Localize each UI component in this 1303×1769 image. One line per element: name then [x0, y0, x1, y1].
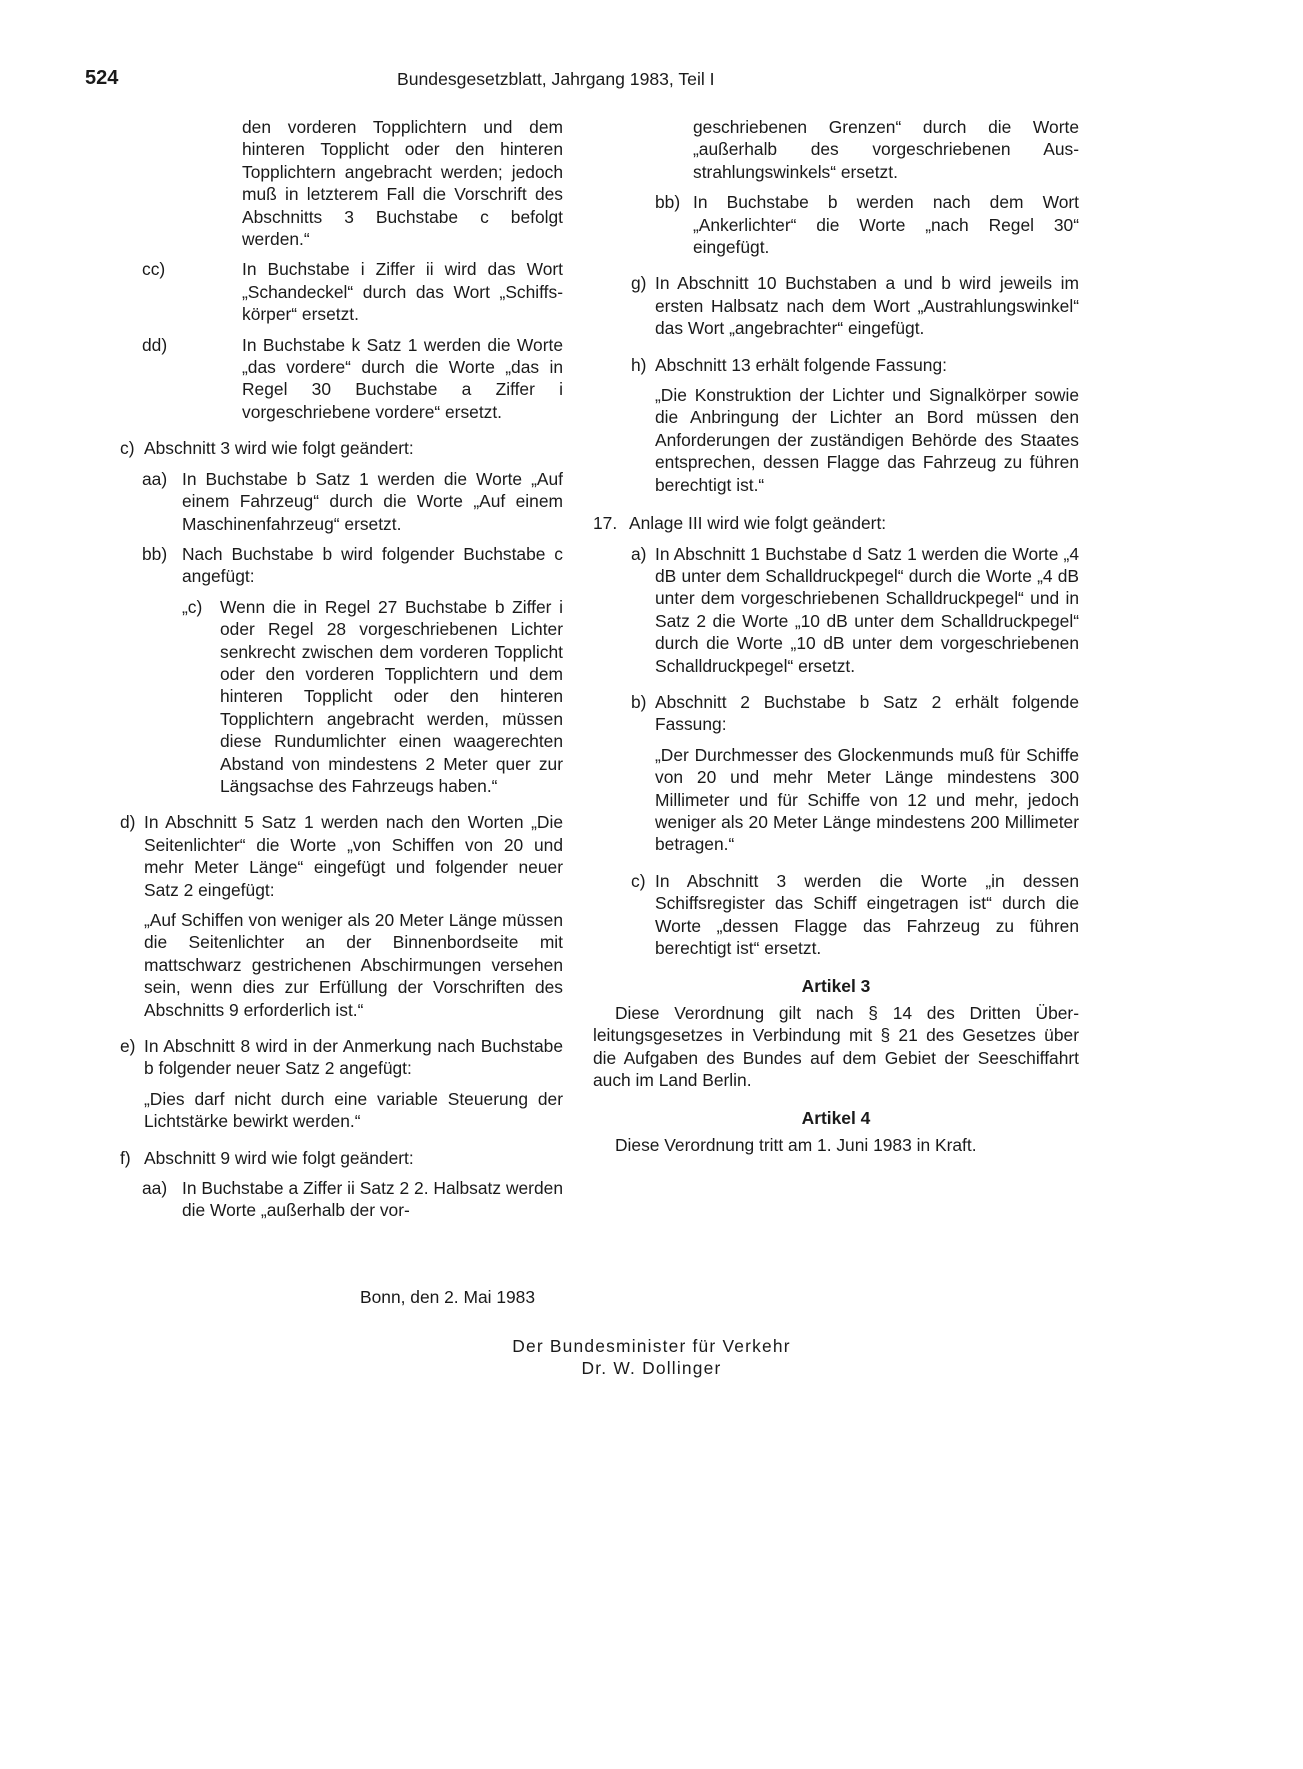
- list-item-c-aa: [120, 468, 563, 535]
- quote-h: [593, 384, 1079, 496]
- list-item-cc: [120, 258, 563, 325]
- list-label: 17.: [593, 513, 618, 534]
- list-label: „c): [182, 596, 203, 617]
- continued-text: geschriebenen Grenzen“ durch die Worte „außerhalb des vorgeschriebenen Ausstrahlungswinkels“ ersetzt.: [693, 117, 1079, 182]
- right-column: [593, 116, 1079, 1156]
- article-3-text: Diese Verordnung gilt nach § 14 des Dritten Überleitungsgesetzes in Verbindung mit § 21 des Gesetzes über die Aufgaben des Bundes auf dem Gebiet der Seeschiffahrt auch im Land Berlin.: [593, 1002, 1079, 1091]
- list-label: bb): [655, 192, 681, 213]
- continued-text: den vorderen Topplichtern und dem hinteren Topplicht oder den hinteren Topplichtern angebracht werden; jedoch muß in letzterem Fall die Vorschrift des Abschnitts 3 Buchstabe c befolgt werden.“: [242, 117, 563, 250]
- list-text: In Buchstabe b werden nach dem Wort „Ankerlichter“ die Worte „nach Regel 30“ eingefügt.: [693, 192, 1079, 258]
- list-text: Nach Buchstabe b wird folgender Buchstabe c angefügt:: [182, 543, 563, 587]
- list-label: f): [120, 1147, 131, 1168]
- list-label: a): [631, 543, 647, 564]
- quoted-text: „Der Durchmesser des Glockenmunds muß für Schiffe von 20 und mehr Meter Länge mindestens 300 Millimeter und für Schiffe von 12 und mehr, jedoch weniger als 20 Meter Länge mindestens 200 Millimeter betragen.“: [655, 744, 1079, 855]
- quoted-provision-c: [120, 596, 563, 798]
- list-label: d): [120, 812, 136, 833]
- list-item-f: [120, 1147, 563, 1169]
- quote-d: [120, 909, 563, 1021]
- article-3-heading: Artikel 3: [801, 976, 871, 997]
- list-label: g): [631, 273, 647, 294]
- left-column: [120, 116, 563, 1222]
- signatory-title: Der Bundesminister für Verkehr: [512, 1336, 791, 1356]
- list-text: In Abschnitt 5 Satz 1 werden nach den Worten „Die Seitenlichter“ die Worte „von Schiffen von 20 und mehr Meter Länge“ eingefügt und folgender neuer Satz 2 eingefügt:: [144, 812, 563, 900]
- list-label: bb): [142, 543, 168, 564]
- list-label: h): [631, 354, 647, 375]
- article-4-text: Diese Verordnung tritt am 1. Juni 1983 in Kraft.: [615, 1134, 977, 1155]
- continued-paragraph: [120, 116, 563, 250]
- list-text: Abschnitt 2 Buchstabe b Satz 2 erhält folgende Fassung:: [655, 691, 1079, 735]
- page-number: 524: [85, 67, 119, 89]
- list-item-f-aa: [120, 1177, 563, 1222]
- list-text: In Buchstabe k Satz 1 werden die Worte „das vordere“ durch die Worte „das in Regel 30 Buchstabe a Ziffer i vorgeschriebene vordere“ ersetzt.: [242, 334, 563, 422]
- list-text: Abschnitt 3 wird wie folgt geändert:: [144, 438, 414, 459]
- list-item-17: [593, 512, 1079, 534]
- list-text: In Buchstabe b Satz 1 werden die Worte „Auf einem Fahrzeug“ durch die Worte „Auf einem Maschinenfahrzeug“ ersetzt.: [182, 468, 563, 534]
- list-item-a: [593, 543, 1079, 677]
- list-label: aa): [142, 468, 168, 489]
- list-text: Abschnitt 9 wird wie folgt geändert:: [144, 1147, 414, 1168]
- list-text: Anlage III wird wie folgt geändert:: [629, 513, 887, 534]
- list-text: In Buchstabe i Ziffer ii wird das Wort „Schandeckel“ durch das Wort „Schiffskörper“ ersetzt.: [242, 259, 563, 325]
- list-text: In Buchstabe a Ziffer ii Satz 2 2. Halbsatz werden die Worte „außerhalb der vor-: [182, 1178, 563, 1221]
- list-label: c): [120, 438, 135, 459]
- list-item-c-bb: [120, 543, 563, 588]
- list-item-c: [593, 870, 1079, 960]
- continued-paragraph: [593, 116, 1079, 183]
- signatory-name: Dr. W. Dollinger: [581, 1358, 722, 1378]
- place-date: Bonn, den 2. Mai 1983: [360, 1287, 536, 1307]
- list-label: dd): [142, 334, 168, 355]
- list-label: c): [631, 870, 646, 891]
- list-text: In Abschnitt 3 werden die Worte „in dessen Schiffsregister das Schiff eingetragen ist“ durch die Worte „dessen Flagge das Fahrzeug zu führen berechtigt ist“ ersetzt.: [655, 870, 1079, 958]
- quote-b: [593, 744, 1079, 856]
- list-label: e): [120, 1036, 136, 1057]
- list-text: Wenn die in Regel 27 Buchstabe b Ziffer i oder Regel 28 vorgeschriebenen Lichter senkrecht zwischen dem vorderen Topplicht oder den vorderen Topplichtern und dem hinteren Topplicht oder den hinteren Topplichtern angebracht werden, müssen diese Rundumlichter einen waagerechten Abstand von mindestens 2 Meter quer zur Längsachse des Fahrzeugs haben.“: [220, 596, 563, 796]
- list-item-e: [120, 1035, 563, 1080]
- running-title: Bundesgesetzblatt, Jahrgang 1983, Teil I: [397, 69, 715, 89]
- list-item-g: [593, 272, 1079, 339]
- article-4-heading: Artikel 4: [801, 1108, 871, 1129]
- list-item-h: [593, 354, 1079, 376]
- list-item-c: [120, 437, 563, 459]
- list-label: aa): [142, 1178, 168, 1199]
- list-text: Abschnitt 13 erhält folgende Fassung:: [655, 354, 947, 375]
- list-item-d: [120, 811, 563, 901]
- quoted-text: „Dies darf nicht durch eine variable Steuerung der Lichtstärke bewirkt werden.“: [144, 1088, 563, 1132]
- list-item-dd: [120, 334, 563, 424]
- list-item-b: [593, 691, 1079, 736]
- quoted-text: „Auf Schiffen von weniger als 20 Meter Länge müssen die Seitenlichter an der Binnenbordseite mit mattschwarz gestrichenen Abschirmungen versehen sein, wenn dies zur Erfüllung der Vorschriften des Abschnitts 9 erforderlich ist.“: [144, 910, 563, 1020]
- list-item-bb: [593, 191, 1079, 258]
- list-text: In Abschnitt 1 Buchstabe d Satz 1 werden die Worte „4 dB unter dem Schalldruckpegel“ durch die Worte „4 dB unter dem vorgeschriebenen Schalldruckpegel“ und in Satz 2 die Worte „10 dB unter dem Schalldruckpegel“ durch die Worte „10 dB unter dem vorgeschriebenen Schalldruckpegel“ ersetzt.: [655, 543, 1079, 676]
- quote-e: [120, 1088, 563, 1133]
- quoted-text: „Die Konstruktion der Lichter und Signalkörper sowie die Anbringung der Lichter an Bord müssen den Anforderungen der zuständigen Behörde des Staates entsprechen, dessen Flagge das Fahrzeug zu führen berechtigt ist.“: [655, 385, 1079, 495]
- list-label: cc): [142, 259, 166, 280]
- list-label: b): [631, 691, 647, 712]
- list-text: In Abschnitt 10 Buchstaben a und b wird jeweils im ersten Halbsatz nach dem Wort „Austrahlungswinkel“ das Wort „angebrachter“ eingefügt.: [655, 273, 1079, 339]
- list-text: In Abschnitt 8 wird in der Anmerkung nach Buchstabe b folgender neuer Satz 2 angefügt:: [144, 1036, 563, 1079]
